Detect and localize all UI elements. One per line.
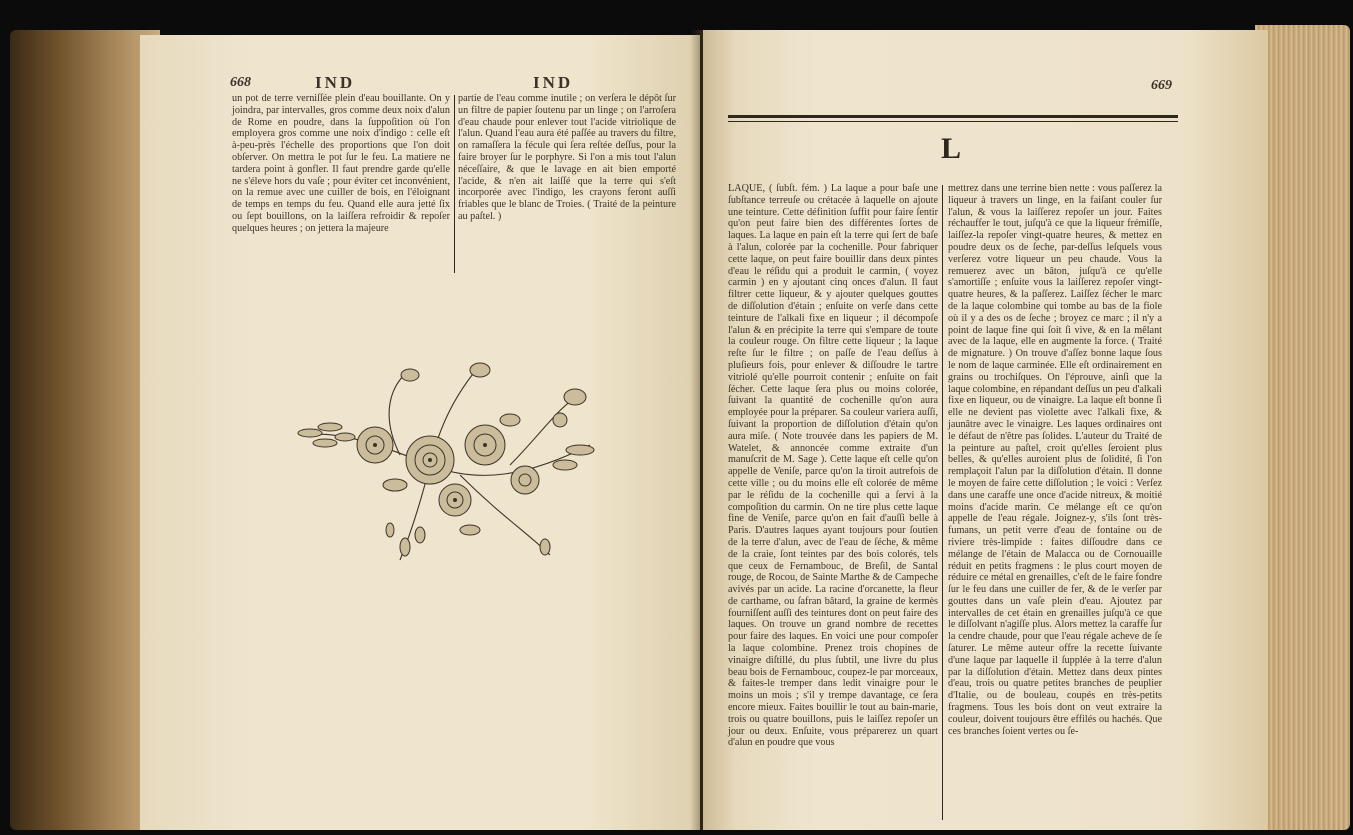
- section-letter: L: [941, 132, 964, 165]
- running-head-left: IND: [315, 73, 356, 92]
- right-page: [703, 30, 1268, 830]
- header-rule-thick: [728, 115, 1178, 118]
- left-column-2: partie de l'eau comme inutile ; on verſera le dépôt ſur un filtre de papier ſoutenu par un linge ; on l'arroſera d'eau chaude pour enlever tout l'acide vitriolique de l'alun. Quand l'eau aura été paſſée au travers du filtre, on ramaſſera la fécule qui ſera reſtée deſſus, pour la faire broyer ſur le porphyre. Si l'on a mis tout l'alun néceſſaire, & que le lavage en ait bien emporté l'acide, & n'en ait laiſſé que la terre qui s'eſt incorporée avec l'indigo, les crayons feront auſſi friables que le blanc de Troies. ( Traité de la peinture au paſtel. ): [458, 93, 676, 222]
- right-column-2: mettrez dans une terrine bien nette : vous paſſerez la liqueur à travers un linge, en la faiſant couler ſur l'alun, & vous la laiſſerez repoſer un jour. Faites réchauffer le tout, juſqu'à ce que la liqueur frémiſſe, laiſſez-la repoſer vingt-quatre heures, & mettez en poudre deux os de ſeche, par-deſſus leſquels vous verſerez votre liqueur un peu chaude. Vous la remuerez avec un bâton, juſqu'à ce qu'elle s'amortiſſe ; enſuite vous la laiſſerez repoſer vingt-quatre heures, & la paſſerez. Laiſſez ſécher le marc de la laque colombine qui tombe au bas de la fiole où il y a des os de ſeche ; broyez ce marc ; il n'y a point de laque fine qui ſoit ſi vive, & en la mêlant avec de la laque, elle en augmente la force. ( Traité de mignature. ) On trouve d'aſſez bonne laque ſous le nom de laque carminée. Elle eſt ordinairement en grains ou trochiſques. On l'éprouve, ainſi que la laque colombine, en répandant deſſus un peu d'alkali fixe en liqueur, ou de vinaigre. La laque eſt bonne ſi elle ne devient pas violette avec l'alkali fixe, & jaunâtre avec le vinaigre. Les laques ordinaires ont le défaut de n'être pas ſolides. L'auteur du Traité de la peinture au paſtel, croit qu'elles ſeroient plus belles, & qu'elles auroient plus de ſolidité, ſi l'on remplaçoit l'alun par la diſſolution d'étain. Il donne le moyen de faire cette diſſolution ; le voici : Verſez dans une caraffe une once d'acide nitreux, & moitié moins d'acide marin. Ce mélange eſt ce qu'on appelle de l'eau régale. Joignez-y, s'ils ſont très-fumans, un petit verre d'eau de fontaine ou de riviere très-limpide : faites diſſoudre dans ce mélange de l'étain de Malacca ou de Cornouaille réduit en petits fragmens : le plus court moyen de réduire ce métal en grenailles, c'eſt de le faire fondre ſur le feu dans une cuiller de fer, & de le verſer par gouttes dans un vaſe plein d'eau. Ajoutez par intervalles de cet étain en grenailles juſqu'à ce que le diſſolvant n'agiſſe plus. Alors mettez la caraffe ſur la cendre chaude, pour que l'eau régale acheve de ſe ſaturer. Le même auteur offre la recette ſuivante d'une laque par laquelle il ſupplée à la terre d'alun par la diſſolution d'étain. Mettez dans deux pintes d'eau, trois ou quatre petites branches de peuplier d'Italie, ou de bouleau, coupés en très-petits fragmens. Tous les bois dont on veut extraire la couleur, doivent toujours être effilés ou hachés. Que ces branches ſoient vertes ou ſe-: [948, 183, 1163, 737]
- running-head-right: IND: [533, 73, 574, 92]
- left-book-edge: [10, 30, 160, 830]
- header-rule-thin: [728, 121, 1178, 122]
- right-page-edges: [1255, 25, 1350, 830]
- right-column-1: LAQUE, ( ſubſt. fém. ) La laque a pour baſe une ſubſtance terreuſe ou crétacée à laquelle on ajoute une teinture. Cette définition ſuffit pour faire ſentir qu'on peut faire bien des différentes ſortes de laques. La laque en pain eſt la terre qui ſert de baſe à l'alun, colorée par la cochenille. Pour fabriquer cette laque, on peut faire bouillir dans deux pintes d'eau le réſidu qui a produit le carmin, ( voyez carmin ) en y ajoutant cinq onces d'alun. Il faut filtrer cette liqueur, & y ajouter quelques gouttes de diſſolution d'étain ; enſuite on verſe dans cette teinture de l'alkali fixe en liqueur ; il décompoſe l'alun & en précipite la terre qui s'empare de toute la couleur rouge. On filtre cette liqueur ; la laque reſte ſur le filtre ; on paſſe de l'eau deſſus à pluſieurs fois, pour enlever & diſſoudre le tartre vitriolé qu'elle pourroit contenir ; enſuite on fait ſécher. Cette laque ſera plus ou moins colorée, ſuivant la quantité de cochenille qu'on aura employée pour la préparer. Sa couleur variera auſſi, ſuivant la proportion de diſſolution d'étain qu'on aura miſe. ( Note trouvée dans les papiers de M. Watelet, & annoncée comme extraite d'un manuſcrit de M. Sage ). Cette laque eſt celle qu'on appelle de Veniſe, parce qu'on la tiroit autrefois de cette ville ; ou du moins elle eſt colorée de même par le réſidu de la cochenille qui a ſervi à la compoſition du carmin. On ne tire plus cette laque fine de Veniſe, parce qu'on en fait d'auſſi belle à Paris. D'autres laques ayant toujours pour ſoutien de la terre d'alun, avec de l'eau de ſéche, & même de la craie, ſont teintes par des bois colorés, tels que ceux de Fernambouc, de Breſil, de Santal rouge, de Rocou, de Sainte Marthe & de Campeche avivés par un acide. La racine d'orcanette, la fleur de carthame, ou ſafran bâtard, la graine de kermès fourniſſent auſſi des teintures dont on peut faire des laques. On trouve un grand nombre de recettes pour faire des laques. En voici une pour compoſer la laque colombine. Prenez trois chopines de vinaigre diſtillé, du plus ſubtil, une livre du plus beau bois de Fernambouc, coupez-le par morceaux, & faites-le tremper dans ledit vinaigre pour le moins un mois ; s'il y trempe davantage, ce ſera encore mieux. Faites bouillir le tout au bain-marie, trois ou quatre bouillons, puis le laiſſez repoſer un jour ou deux. Enſuite, vous préparerez un quart d'alun en poudre que vous: [728, 183, 938, 749]
- floral-bouquet-icon: [280, 325, 610, 575]
- left-column-1: un pot de terre verniſſée plein d'eau bouillante. On y joindra, par intervalles, gros comme deux noix d'alun de Rome en poudre, dans la ſuppoſition où l'on employera gros comme une noix d'indigo : celle eſt à-peu-près l'échelle des proportions que l'on doit obſerver. On mettra le pot ſur le feu. La matiere ne tardera point à gonfler. Il faut prendre garde qu'elle ne s'éleve hors du vaſe ; pour éviter cet inconvénient, on la remue avec une cuiller de bois, en l'éloignant de temps en temps du feu. Quand elle aura jetté ſix ou ſept bouillons, on la laiſſera refroidir & repoſer quelques heures ; on jettera la majeure: [232, 93, 450, 234]
- column-divider: [454, 95, 455, 273]
- left-page: [140, 35, 700, 830]
- page-number-right: 669: [1151, 78, 1172, 93]
- page-number-left: 668: [230, 75, 251, 90]
- column-divider-right: [942, 185, 943, 820]
